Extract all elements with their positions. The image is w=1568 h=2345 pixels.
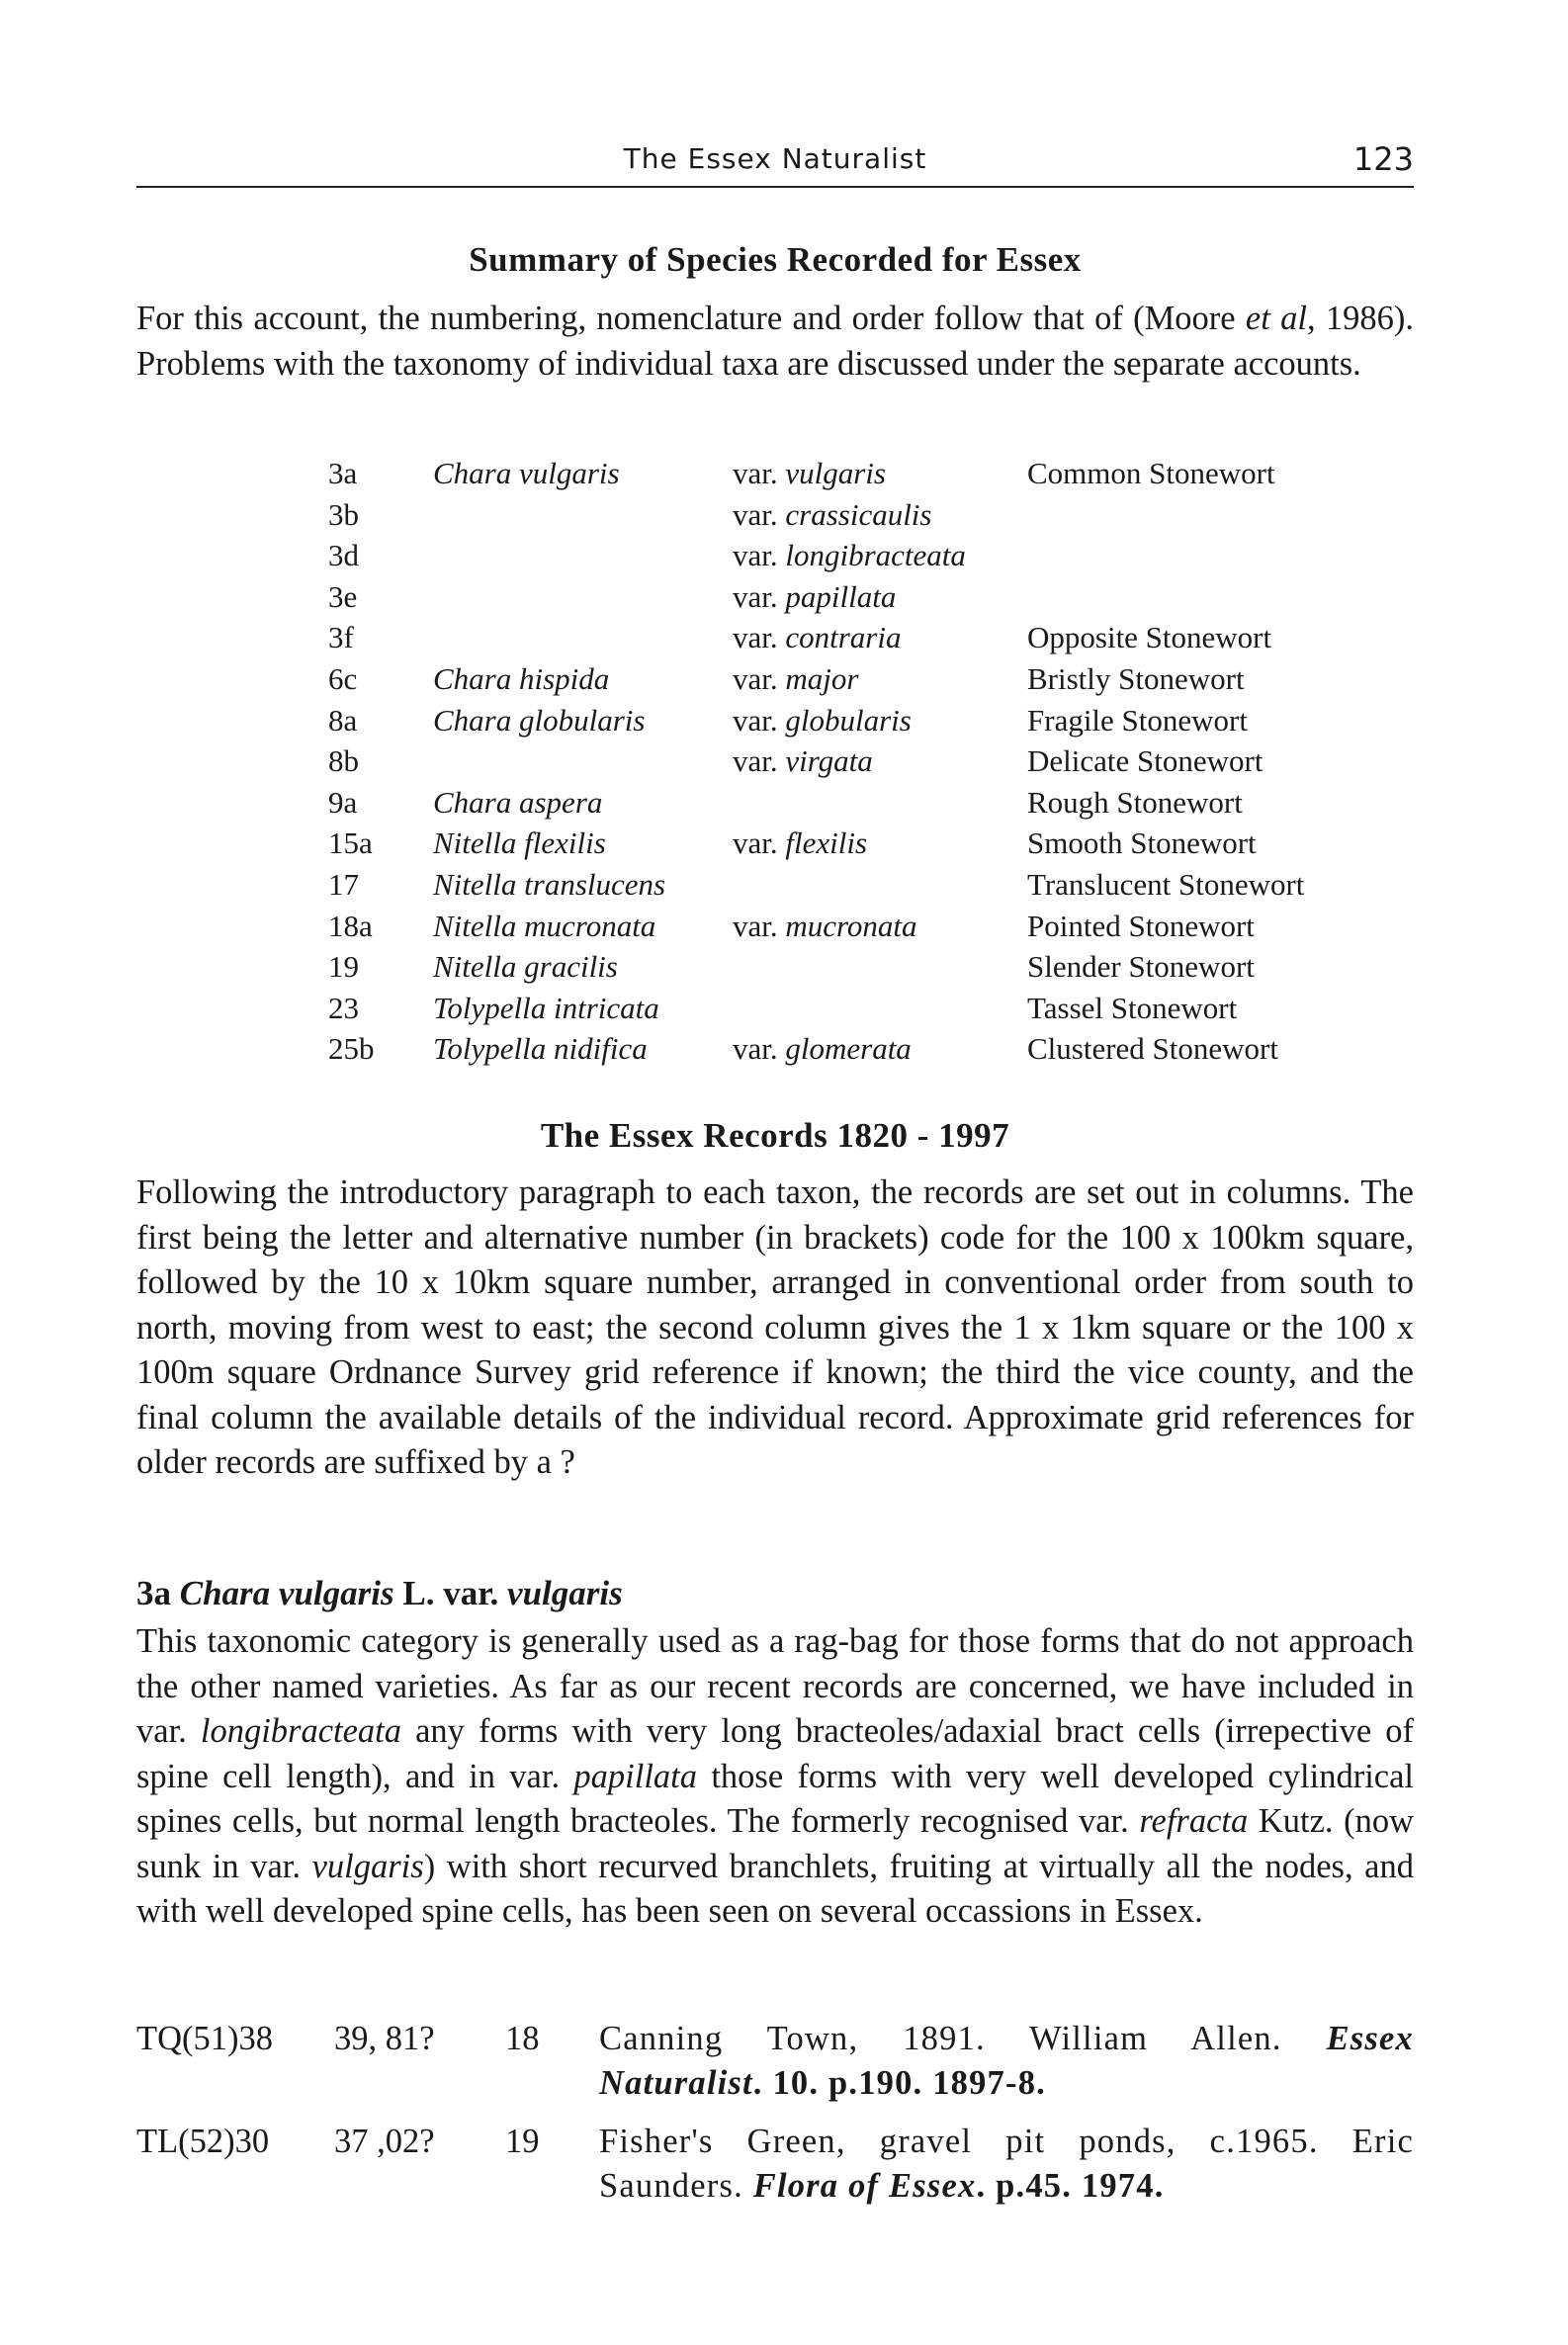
record-grid-square: TL(52)30 — [136, 2123, 270, 2160]
desc-italic: vulgaris — [311, 1847, 424, 1885]
record-citation — [753, 2167, 1165, 2205]
intro-italic: et al — [1245, 300, 1307, 337]
species-name: Chara vulgaris — [433, 456, 620, 490]
common-name: Smooth Stonewort — [1027, 825, 1257, 861]
variety-name: glomerata — [785, 1031, 912, 1067]
species-number: 18a — [328, 908, 373, 943]
variety-prefix: var. — [733, 496, 786, 532]
species-variety — [733, 782, 1027, 824]
intro-text-2: , 1986). Problems with the taxonomy of individual taxa are discussed under the separate accounts. — [136, 300, 1414, 383]
variety-prefix: var. — [733, 1031, 786, 1067]
taxon-name: Chara vulgaris — [179, 1574, 394, 1612]
species-number: 6c — [328, 660, 358, 696]
record-vice-county: 19 — [505, 2123, 540, 2160]
record-details — [599, 2017, 1414, 2120]
variety-name: papillata — [785, 578, 897, 614]
journal-title: The Essex Naturalist — [623, 142, 927, 175]
variety-name: globularis — [785, 702, 912, 738]
species-variety — [733, 740, 1027, 782]
taxon-heading — [136, 1574, 1414, 1613]
species-name: Chara hispida — [433, 660, 610, 696]
species-variety — [733, 700, 1027, 741]
variety-name: contraria — [785, 620, 902, 655]
summary-intro — [136, 297, 1414, 387]
page-number: 123 — [1352, 140, 1414, 178]
record-details — [599, 2120, 1414, 2209]
common-name: Opposite Stonewort — [1027, 620, 1272, 655]
species-row — [328, 617, 1304, 658]
species-variety — [733, 864, 1027, 906]
records-intro: Following the introductory paragraph to each taxon, the records are set out in columns. The first being the letter and alternative number (in brackets) code for the 100 x 100km square, followed by the 10 x 10km square number, arranged in conventional order from south to north, moving from west to east; the second column gives the 1 x 1km square or the 100 x 100m square Ordnance Survey grid reference if known; the third the vice county, and the final column the available details of the individual record. Approximate grid references for older records are suffixed by a ? — [136, 1173, 1414, 1481]
variety-prefix: var. — [733, 578, 786, 614]
species-row — [328, 782, 1304, 824]
species-number: 25b — [328, 1031, 375, 1067]
species-row — [328, 740, 1304, 782]
species-name: Nitella mucronata — [433, 908, 656, 943]
common-name: Clustered Stonewort — [1027, 1031, 1278, 1067]
citation-title: Flora of Essex — [752, 2167, 977, 2205]
species-number: 19 — [328, 949, 359, 985]
species-number: 3d — [328, 538, 359, 573]
common-name: Common Stonewort — [1027, 456, 1275, 490]
species-name — [433, 535, 733, 576]
species-name — [433, 494, 733, 536]
common-name: Slender Stonewort — [1027, 949, 1255, 985]
common-name: Delicate Stonewort — [1027, 743, 1263, 779]
species-number: 3a — [328, 456, 358, 490]
variety-prefix: var. — [733, 908, 786, 943]
species-variety — [733, 823, 1027, 864]
variety-prefix: var. — [733, 456, 786, 490]
species-variety — [733, 576, 1027, 618]
species-name: Tolypella nidifica — [433, 1031, 648, 1067]
species-row — [328, 700, 1304, 741]
desc-italic: longibracteata — [200, 1712, 402, 1750]
taxon-description — [136, 1619, 1414, 1935]
taxon-author: L. var. — [393, 1574, 508, 1612]
desc-text: any forms with very long bracteoles/adaxial bract cells (irrepective of spine cell length), and in var. — [136, 1712, 1414, 1795]
record-text: Fisher's Green, gravel pit ponds, c.1965. Eric Saunders. — [599, 2123, 1414, 2205]
species-row — [328, 906, 1304, 947]
desc-text: those forms with very well developed cylindrical spines cells, but normal length bracteoles. The formerly recognised var. — [136, 1757, 1415, 1840]
taxon-number: 3a — [136, 1574, 180, 1612]
variety-prefix: var. — [733, 825, 786, 861]
variety-name: crassicaulis — [785, 496, 932, 532]
species-number: 23 — [328, 990, 359, 1025]
species-variety — [733, 906, 1027, 947]
citation-detail: . p.45. 1974. — [976, 2167, 1165, 2205]
species-variety — [733, 453, 1027, 494]
species-row — [328, 535, 1304, 576]
citation-title: Essex Naturalist — [599, 2020, 1414, 2102]
species-variety — [733, 494, 1027, 536]
variety-prefix: var. — [733, 743, 786, 779]
record-grid-square: TQ(51)38 — [136, 2020, 273, 2057]
species-name: Nitella translucens — [433, 866, 666, 902]
desc-text: ) with short recurved branchlets, fruiting at virtually all the nodes, and with well developed spine cells, has been seen on several occassions in Essex. — [136, 1847, 1414, 1930]
species-name — [433, 576, 733, 618]
common-name: Rough Stonewort — [1027, 784, 1243, 820]
variety-name: major — [785, 660, 859, 696]
species-number: 3f — [328, 620, 354, 655]
record-grid-ref: 39, 81? — [334, 2020, 435, 2057]
species-variety — [733, 535, 1027, 576]
species-number: 15a — [328, 825, 373, 861]
species-name: Chara globularis — [433, 702, 646, 738]
common-name — [1027, 535, 1304, 576]
variety-name: flexilis — [785, 825, 868, 861]
record-row — [136, 2120, 1414, 2209]
record-grid-ref: 37 ,02? — [334, 2123, 435, 2160]
species-name: Nitella flexilis — [433, 825, 606, 861]
desc-italic: papillata — [573, 1757, 698, 1795]
desc-text: Kutz. (now sunk in var. — [136, 1802, 1414, 1885]
species-variety — [733, 658, 1027, 700]
species-row — [328, 864, 1304, 906]
species-row — [328, 453, 1304, 494]
common-name: Fragile Stonewort — [1027, 702, 1248, 738]
common-name: Translucent Stonewort — [1027, 866, 1305, 902]
variety-name: mucronata — [785, 908, 917, 943]
species-name — [433, 617, 733, 658]
species-number: 9a — [328, 784, 358, 820]
desc-text: This taxonomic category is generally used as a rag-bag for those forms that do not approach the other named varieties. As far as our recent records are concerned, we have included in var. — [136, 1622, 1414, 1750]
variety-prefix: var. — [733, 620, 786, 655]
species-row — [328, 946, 1304, 988]
intro-text-1: For this account, the numbering, nomenclature and order follow that of (Moore — [136, 300, 1246, 337]
variety-prefix: var. — [733, 660, 786, 696]
species-row — [328, 576, 1304, 618]
records-heading: The Essex Records 1820 - 1997 — [540, 1116, 1010, 1155]
common-name: Bristly Stonewort — [1027, 660, 1245, 696]
species-row — [328, 494, 1304, 536]
common-name — [1027, 576, 1304, 618]
summary-heading: Summary of Species Recorded for Essex — [469, 240, 1082, 279]
variety-name: vulgaris — [785, 456, 886, 490]
record-row — [136, 2017, 1414, 2120]
species-number: 8b — [328, 743, 359, 779]
variety-name: virgata — [785, 743, 873, 779]
species-row — [328, 1028, 1304, 1070]
species-variety — [733, 946, 1027, 988]
common-name: Pointed Stonewort — [1027, 908, 1255, 943]
record-text: Canning Town, 1891. William Allen. — [599, 2020, 1327, 2057]
species-number: 3e — [328, 578, 358, 614]
variety-prefix: var. — [733, 702, 786, 738]
species-table — [328, 453, 1304, 1070]
species-variety — [733, 1028, 1027, 1070]
species-number: 17 — [328, 866, 359, 902]
species-name: Tolypella intricata — [433, 990, 659, 1025]
species-variety — [733, 617, 1027, 658]
species-variety — [733, 988, 1027, 1029]
species-name: Nitella gracilis — [433, 949, 618, 985]
species-name — [433, 740, 733, 782]
species-number: 8a — [328, 702, 358, 738]
common-name: Tassel Stonewort — [1027, 990, 1238, 1025]
record-vice-county: 18 — [505, 2020, 540, 2057]
species-row — [328, 823, 1304, 864]
species-name: Chara aspera — [433, 784, 603, 820]
variety-prefix: var. — [733, 538, 786, 573]
species-row — [328, 988, 1304, 1029]
variety-name: longibracteata — [785, 538, 966, 573]
running-header — [136, 138, 1414, 188]
common-name — [1027, 494, 1304, 536]
records-table — [136, 2017, 1414, 2209]
species-number: 3b — [328, 496, 359, 532]
desc-italic: refracta — [1139, 1802, 1249, 1840]
citation-detail: . 10. p.190. 1897-8. — [752, 2064, 1046, 2102]
taxon-variety: vulgaris — [507, 1574, 623, 1612]
species-row — [328, 658, 1304, 700]
